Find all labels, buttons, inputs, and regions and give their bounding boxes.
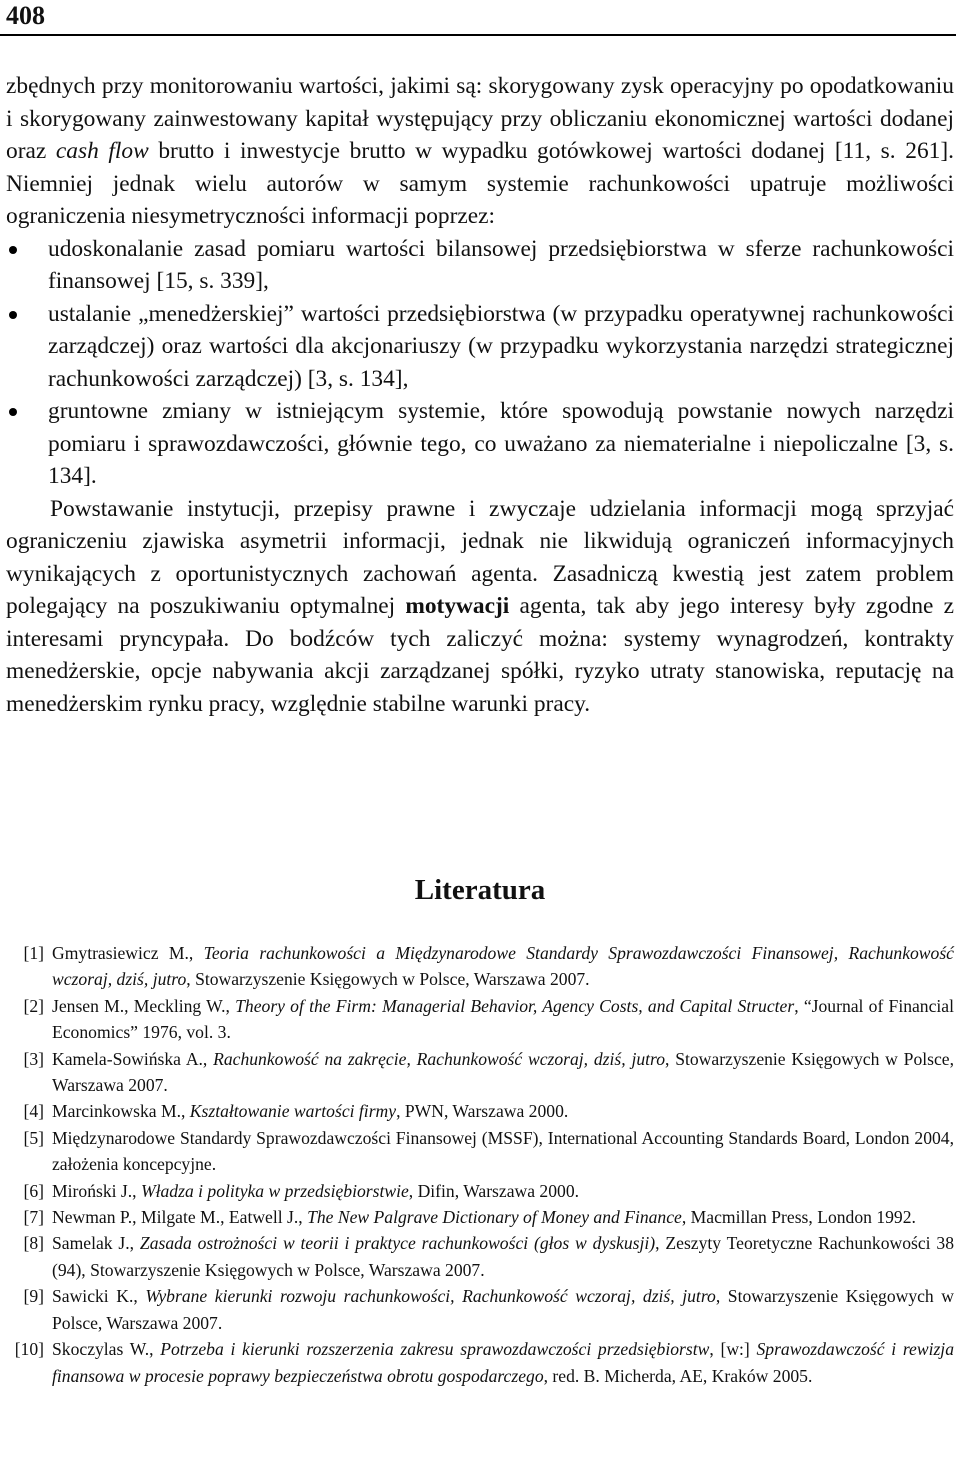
reference-item: [5] Międzynarodowe Standardy Sprawozdawczości Finansowej (MSSF), International Accounting Standards Board, London 2004, założenia koncepcyjne. <box>23 1127 954 1175</box>
reference-item: [2] Jensen M., Meckling W., Theory of the Firm: Managerial Behavior, Agency Costs, and Capital Structer, “Journal of Financial Economics” 1976, vol. 3. <box>23 995 954 1043</box>
reference-item: [7] Newman P., Milgate M., Eatwell J., The New Palgrave Dictionary of Money and Finance, Macmillan Press, London 1992. <box>23 1207 916 1228</box>
reference-list <box>0 940 954 1389</box>
bullet-icon <box>9 408 17 416</box>
paragraph: Powstawanie instytucji, przepisy prawne i zwyczaje udzielania informacji mogą sprzyjać ograniczeniu zjawiska asymetrii informacji, jednak nie likwidują ograniczeń informacyjnych wynikających z oportunistycznych zachowań agenta. Zasadniczą kwestią jest zatem problem polegający na poszukiwaniu optymalnej motywacji agenta, tak aby jego interesy były zgodne z interesami pryncypała. Do bodźców tych zaliczyć można: systemy wynagrodzeń, kontrakty menedżerskie, opcje nabywania akcji zarządzanej spółki, ryzyko utraty stanowiska, reputację na menedżerskim rynku pracy, względnie stabilne warunki pracy. <box>6 495 955 717</box>
bullet-item: gruntowne zmiany w istniejącym systemie, które spowodują powstanie nowych narzędzi pomiaru i sprawozdawczości, głównie tego, co uważano za niematerialne i niepoliczalne [3, s. 134]. <box>6 395 954 493</box>
reference-item: [1] Gmytrasiewicz M., Teoria rachunkowości a Międzynarodowe Standardy Sprawozdawczości Finansowej, Rachunkowość wczoraj, dziś, jutro, Stowarzyszenie Księgowych w Polsce, Warszawa 2007. <box>23 943 954 990</box>
reference-item: [4] Marcinkowska M., Kształtowanie wartości firmy, PWN, Warszawa 2000. <box>23 1101 569 1122</box>
reference-item: [8] Samelak J., Zasada ostrożności w teorii i praktyce rachunkowości (głos w dyskusji), Zeszyty Teoretyczne Rachunkowości 38 (94), Stowarzyszenie Księgowych w Polsce, Warszawa 2007. <box>23 1233 954 1280</box>
bullet-icon <box>9 311 17 319</box>
reference-item: [3] Kamela-Sowińska A., Rachunkowość na zakręcie, Rachunkowość wczoraj, dziś, jutro, Stowarzyszenie Księgowych w Polsce, Warszawa 2007. <box>23 1048 954 1096</box>
bullet-item: udoskonalanie zasad pomiaru wartości bilansowej przedsiębiorstwa w sferze rachunkowości finansowej [15, s. 339], <box>6 233 954 298</box>
term-italic: cash flow <box>55 138 149 164</box>
reference-item: [6] Miroński J., Władza i polityka w przedsiębiorstwie, Difin, Warszawa 2000. <box>23 1180 580 1201</box>
body-text <box>6 70 954 720</box>
reference-item: [10] Skoczylas W., Potrzeba i kierunki rozszerzenia zakresu sprawozdawczości przedsiębiorstw, [w:] Sprawozdawczość i rewizja finansowa w procesie poprawy bezpieczeństwa obrotu gospodarczego, red. B. Micherda, AE, Kraków 2005. <box>14 1339 954 1386</box>
reference-item: [9] Sawicki K., Wybrane kierunki rozwoju rachunkowości, Rachunkowość wczoraj, dziś, jutro, Stowarzyszenie Księgowych w Polsce, Warszawa 2007. <box>23 1286 954 1333</box>
page-number: 408 <box>6 1 45 30</box>
page-header <box>0 0 956 36</box>
bullet-list <box>6 233 954 493</box>
term-bold: motywacji <box>405 593 510 619</box>
literature-heading: Literatura <box>414 874 546 906</box>
bullet-icon <box>9 246 17 254</box>
paragraph: zbędnych przy monitorowaniu wartości, jakimi są: skorygowany zysk operacyjny po opodatkowaniu i skorygowany zainwestowany kapitał występujący przy obliczaniu ekonomicznej wartości dodanej oraz cash flow brutto i inwestycje brutto w wypadku gotówkowej wartości dodanej [11, s. 261]. Niemniej jednak wielu autorów w samym systemie rachunkowości upatruje możliwości ograniczenia niesymetryczności informacji poprzez: <box>6 73 954 229</box>
bullet-item: ustalanie „menedżerskiej” wartości przedsiębiorstwa (w przypadku operatywnej rachunkowości zarządczej) oraz wartości dla akcjonariuszy (w przypadku wykorzystania narzędzi strategicznej rachunkowości zarządczej) [3, s. 134], <box>6 298 954 396</box>
